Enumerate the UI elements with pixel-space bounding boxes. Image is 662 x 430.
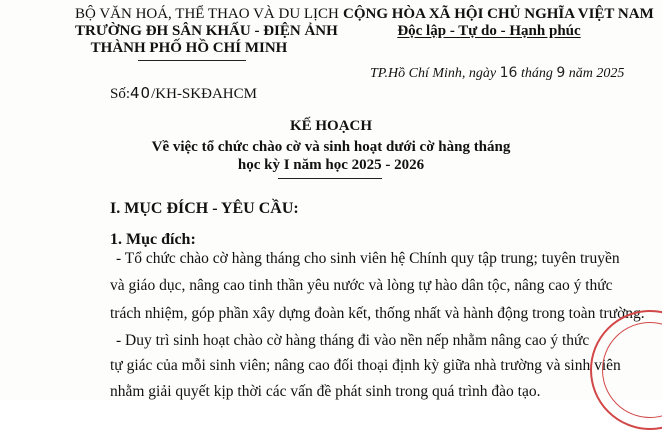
school-name-line1: TRƯỜNG ĐH SÂN KHẤU - ĐIỆN ẢNH — [75, 23, 338, 39]
date-mid: tháng — [520, 66, 553, 81]
document-subtitle-line1: Về việc tổ chức chào cờ và sinh hoạt dưới cờ hàng tháng — [151, 139, 511, 155]
date-month-handwritten: 9 — [556, 65, 566, 81]
paragraph-line: và giáo dục, nâng cao tinh thần yêu nước và lòng tự hào dân tộc, nâng cao ý thức — [110, 277, 613, 294]
paragraph-line: trách nhiệm, góp phần xây dựng đoàn kết, thống nhất và hành động trong toàn trường. — [110, 305, 645, 322]
header-left-underline — [138, 60, 246, 61]
document-title: KẾ HOẠCH — [289, 118, 373, 134]
nation-name: CỘNG HÒA XÃ HỘI CHỦ NGHĨA VIỆT NAM — [343, 6, 654, 22]
paragraph-line: tự giác của mỗi sinh viên; nâng cao đối thoại định kỳ giữa nhà trường và sinh viên — [110, 357, 621, 374]
issue-date — [370, 65, 624, 82]
title-underline — [278, 178, 382, 179]
doc-no-prefix: Số: — [110, 86, 131, 102]
paragraph-line: - Duy trì sinh hoạt chào cờ hàng tháng đi vào nền nếp nhằm nâng cao ý thức — [116, 332, 590, 349]
section-heading: I. MỤC ĐÍCH - YÊU CẦU: — [110, 200, 299, 217]
school-name-line2: THÀNH PHỐ HỒ CHÍ MINH — [90, 40, 288, 56]
subsection-heading: 1. Mục đích: — [110, 231, 196, 248]
paragraph-line: - Tổ chức chào cờ hàng tháng cho sinh viên hệ Chính quy tập trung; tuyên truyền — [116, 250, 620, 267]
date-day-handwritten: 16 — [499, 65, 518, 81]
national-motto: Độc lập - Tự do - Hạnh phúc — [397, 23, 581, 39]
doc-no-suffix: /KH-SKĐAHCM — [151, 86, 257, 102]
doc-no-handwritten: 40 — [130, 84, 152, 102]
document-number — [110, 84, 257, 103]
document-subtitle-line2: học kỳ I năm học 2025 - 2026 — [237, 157, 425, 173]
date-suffix: năm 2025 — [568, 66, 625, 81]
paragraph-line: nhằm giải quyết kịp thời các vấn đề phát sinh trong quá trình đào tạo. — [110, 383, 541, 400]
ministry-name: BỘ VĂN HOÁ, THỂ THAO VÀ DU LỊCH — [75, 6, 339, 22]
date-prefix: TP.Hồ Chí Minh, ngày — [370, 66, 497, 81]
